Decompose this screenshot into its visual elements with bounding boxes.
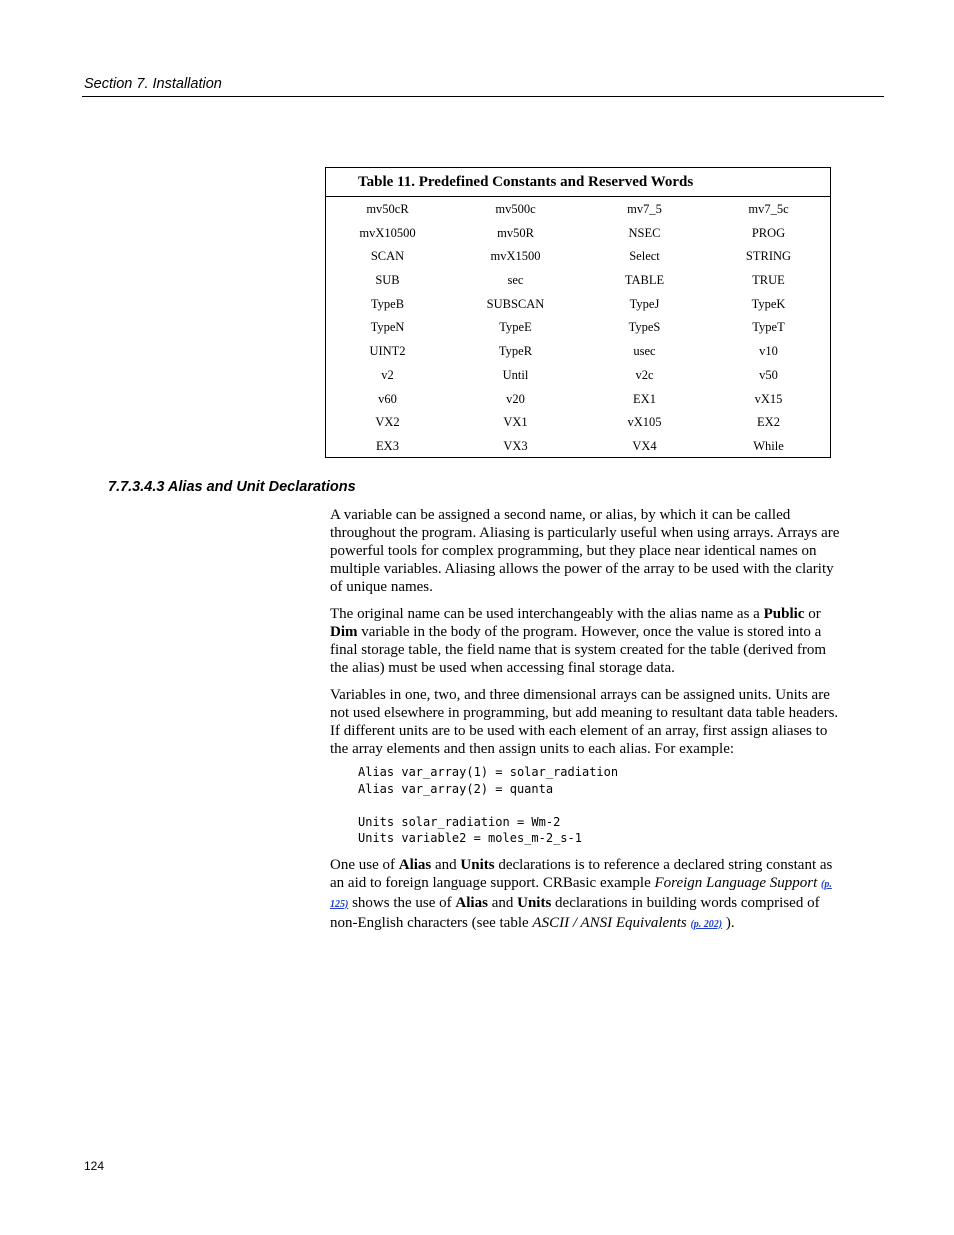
table-cell: VX3: [503, 438, 528, 453]
table-cell: TRUE: [752, 273, 785, 288]
table-cell: v2c: [635, 367, 654, 382]
table-cell: EX3: [376, 438, 399, 453]
code-line: Units solar_radiation = Wm-2: [358, 814, 561, 829]
code-line: [358, 797, 844, 814]
table-cell: EX1: [633, 391, 656, 406]
keyword-units: Units: [517, 894, 552, 911]
code-line: Alias var_array(2) = quanta: [358, 781, 554, 796]
table-cell: TABLE: [624, 273, 665, 288]
table-cell: TypeT: [752, 320, 785, 335]
table-cell: SUB: [375, 273, 400, 288]
table-cell: VX1: [503, 415, 528, 430]
table-cell: VX4: [632, 438, 657, 453]
table-cell: SUBSCAN: [486, 296, 545, 311]
paragraph-4: [330, 856, 844, 934]
table-cell: v2: [381, 367, 394, 382]
table-cell: Until: [502, 367, 529, 382]
table-cell: mv500c: [495, 202, 536, 216]
table-cell: TypeJ: [629, 296, 660, 311]
running-header: Section 7. Installation: [84, 76, 222, 92]
table-cell: vX105: [627, 415, 662, 430]
paragraph-2: [330, 605, 844, 677]
body-text: [330, 506, 844, 943]
text-run: variable in the body of the program. However, once the value is stored into a final storage table, the field name that is system created for the table (derived from the alias) must be used when accessing final storage data.: [330, 624, 827, 676]
text-run: or: [804, 606, 821, 622]
table-cell: TypeN: [370, 320, 405, 335]
keyword-public: Public: [763, 606, 805, 622]
table-cell: mvX10500: [359, 225, 416, 240]
keyword-dim: Dim: [330, 624, 358, 640]
text-run: and: [487, 894, 518, 911]
table-cell: mv7_5c: [748, 202, 789, 216]
table-cell: v20: [506, 391, 525, 406]
example-title: Foreign Language Support: [654, 874, 818, 891]
table-cell: usec: [633, 344, 656, 359]
paragraph-3: Variables in one, two, and three dimensional arrays can be assigned units. Units are not used elsewhere in programming, but add meaning to resultant data table headers. If different units are to be used with each element of an array, first assign aliases to the array elements and then assign units to each alias. For example:: [330, 687, 839, 757]
header-divider: [82, 96, 884, 97]
table-cell: v10: [759, 344, 778, 359]
code-line: Alias var_array(1) = solar_radiation: [358, 765, 619, 779]
text-run: ).: [722, 914, 735, 931]
keyword-alias: Alias: [398, 856, 432, 873]
table-cell: vX15: [754, 391, 783, 406]
text-run: declarations is to reference a declared string constant as an aid to foreign language support. CRBasic example: [330, 856, 833, 891]
page-ref-link[interactable]: (p. 202): [690, 918, 723, 930]
table-cell: EX2: [757, 415, 780, 430]
table-grid: [326, 197, 830, 459]
table-cell: TypeS: [628, 320, 661, 335]
text-run: One use of: [330, 856, 399, 873]
table-cell: TypeK: [751, 296, 786, 311]
table-title: Table 11. Predefined Constants and Reserved Words: [326, 168, 830, 197]
text-run: declarations in building words comprised of non-English characters (see table: [330, 894, 820, 931]
table-title-ref: ASCII / ANSI Equivalents: [532, 914, 687, 931]
table-cell: v60: [378, 391, 397, 406]
table-cell: sec: [507, 273, 524, 288]
paragraph-1: A variable can be assigned a second name, or alias, by which it can be called throughout the program. Aliasing is particularly useful when using arrays. Arrays are powerful tools for complex programming, but they place near identical names on multiple variables. Aliasing allows the power of the array to be used with the clarity of unique names.: [330, 507, 840, 595]
text-run: and: [431, 856, 461, 873]
table-cell: PROG: [751, 225, 786, 240]
table-cell: SCAN: [370, 249, 405, 264]
table-cell: mv7_5: [627, 202, 662, 216]
table-cell: STRING: [745, 249, 792, 264]
reserved-words-table: [325, 167, 831, 458]
table-cell: mv50cR: [366, 202, 409, 216]
table-cell: TypeR: [498, 344, 533, 359]
page-ref-link[interactable]: (p. 125): [330, 878, 832, 910]
table-cell: VX2: [375, 415, 400, 430]
code-line: Units variable2 = moles_m-2_s-1: [358, 831, 582, 845]
code-example: [358, 764, 844, 847]
text-run: The original name can be used interchangeably with the alias name as a: [330, 606, 764, 622]
keyword-alias: Alias: [455, 894, 488, 911]
table-cell: Select: [629, 249, 660, 264]
keyword-units: Units: [460, 856, 495, 873]
table-cell: mv50R: [497, 225, 534, 240]
table-cell: TypeE: [499, 320, 532, 335]
table-cell: NSEC: [628, 225, 661, 240]
table-cell: UINT2: [369, 344, 406, 359]
page-number: 124: [84, 1159, 105, 1173]
table-cell: mvX1500: [490, 249, 541, 264]
table-cell: TypeB: [370, 296, 405, 311]
table-cell: While: [753, 438, 784, 453]
text-run: shows the use of: [348, 894, 456, 911]
section-heading: 7.7.3.4.3 Alias and Unit Declarations: [108, 479, 356, 495]
table-cell: v50: [759, 367, 778, 382]
